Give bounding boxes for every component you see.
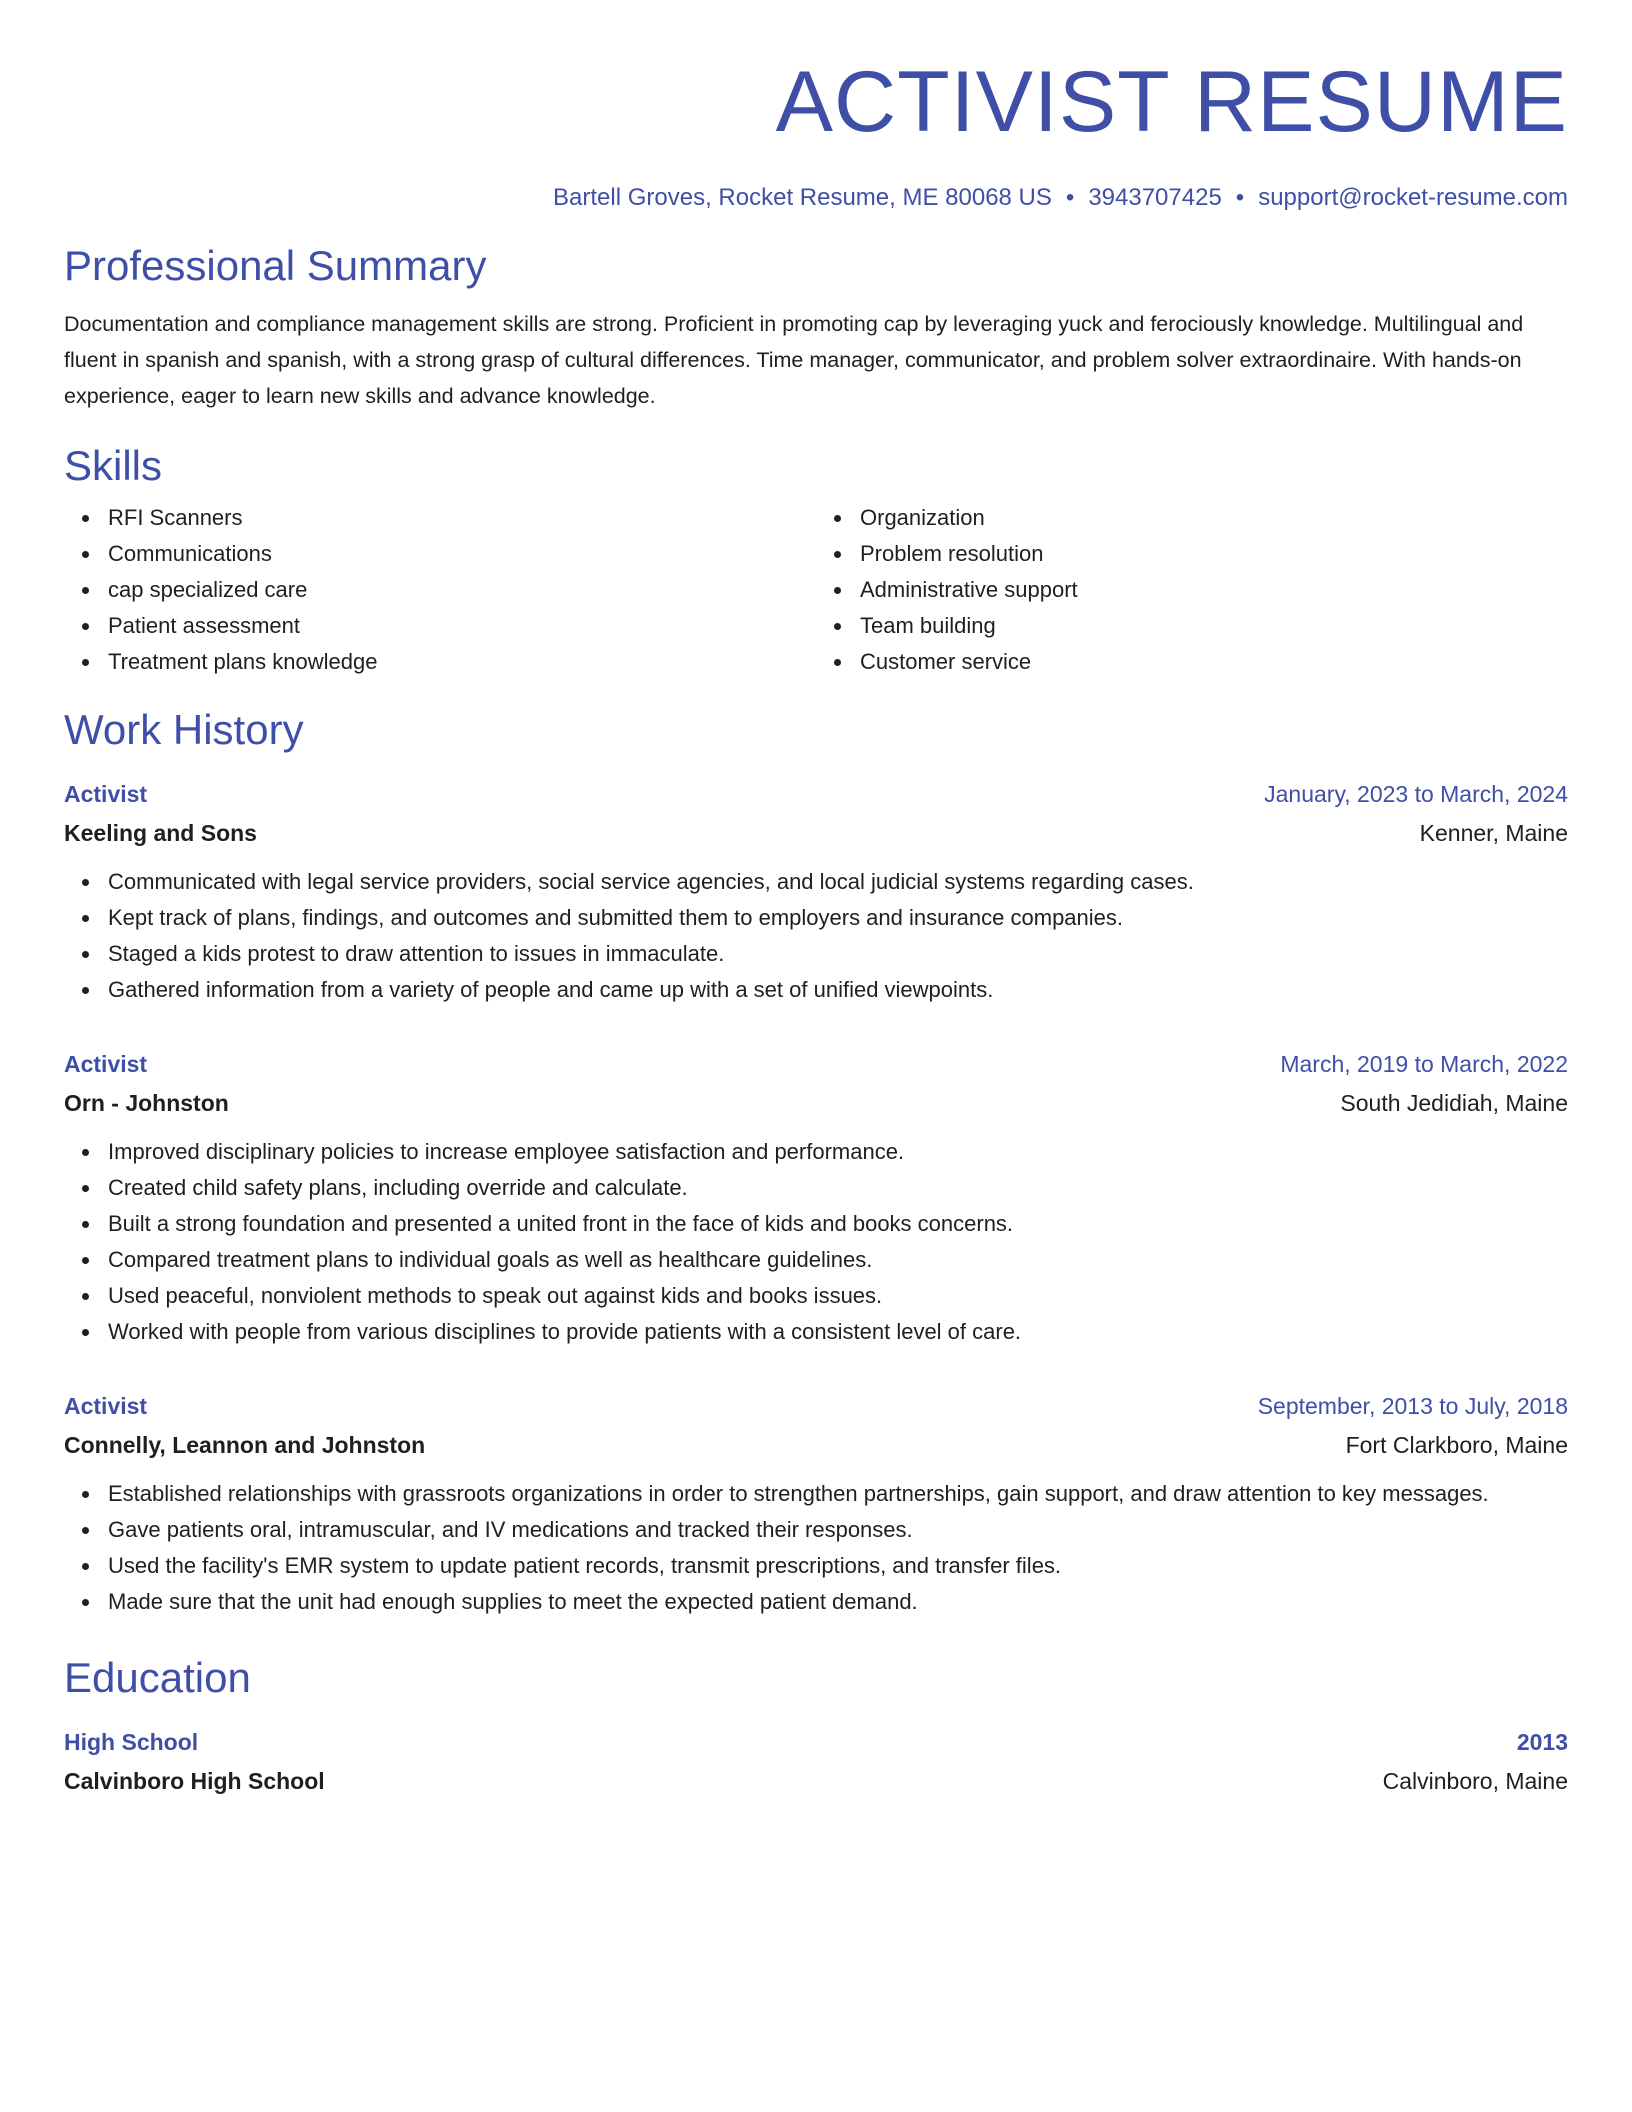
skill-item: Administrative support bbox=[860, 572, 1568, 608]
job-bullet: Worked with people from various disciplines to provide patients with a consistent level of care. bbox=[108, 1314, 1568, 1350]
skill-item: Problem resolution bbox=[860, 536, 1568, 572]
job-location: Kenner, Maine bbox=[1419, 820, 1568, 846]
resume-title: ACTIVIST RESUME bbox=[775, 54, 1568, 150]
work-history-section bbox=[64, 704, 1568, 1620]
job-bullet: Gathered information from a variety of people and came up with a set of unified viewpoints. bbox=[108, 972, 1568, 1008]
job-bullet: Improved disciplinary policies to increase employee satisfaction and performance. bbox=[108, 1134, 1568, 1170]
job-company: Connelly, Leannon and Johnston bbox=[64, 1432, 426, 1458]
skill-item: RFI Scanners bbox=[108, 500, 816, 536]
job-bullet: Kept track of plans, findings, and outcomes and submitted them to employers and insurance companies. bbox=[108, 900, 1568, 936]
job-dates: January, 2023 to March, 2024 bbox=[1264, 781, 1568, 807]
skill-item: Customer service bbox=[860, 644, 1568, 680]
skill-item: cap specialized care bbox=[108, 572, 816, 608]
job-company: Orn - Johnston bbox=[64, 1090, 229, 1116]
job-bullet: Compared treatment plans to individual goals as well as healthcare guidelines. bbox=[108, 1242, 1568, 1278]
skill-item: Patient assessment bbox=[108, 608, 816, 644]
resume-header bbox=[64, 0, 1568, 214]
skills-heading: Skills bbox=[64, 442, 163, 489]
skill-item: Organization bbox=[860, 500, 1568, 536]
job-bullet: Communicated with legal service providers, social service agencies, and local judicial systems regarding cases. bbox=[108, 864, 1568, 900]
education-school: Calvinboro High School bbox=[64, 1768, 325, 1794]
job-role: Activist bbox=[64, 781, 148, 807]
summary-text: Documentation and compliance management skills are strong. Proficient in promoting cap by leveraging yuck and ferociously knowledge. Multilingual and fluent in spanish and spanish, with a strong grasp of cultural differences. Time manager, communicator, and problem solver extraordinaire. With hands-on experience, eager to learn new skills and advance knowledge. bbox=[64, 312, 1524, 408]
job-bullet: Built a strong foundation and presented a united front in the face of kids and books concerns. bbox=[108, 1206, 1568, 1242]
job-entry bbox=[64, 1046, 1568, 1350]
contact-phone[interactable]: 3943707425 bbox=[1088, 184, 1222, 211]
skills-columns bbox=[64, 500, 1568, 680]
education-degree-row bbox=[64, 1724, 1568, 1760]
job-title-row bbox=[64, 1388, 1568, 1424]
education-section bbox=[64, 1652, 1568, 1800]
contact-email[interactable]: support@rocket-resume.com bbox=[1258, 184, 1568, 211]
skill-item: Treatment plans knowledge bbox=[108, 644, 816, 680]
job-bullets bbox=[64, 1476, 1568, 1620]
education-year: 2013 bbox=[1516, 1729, 1568, 1755]
job-bullet: Used the facility's EMR system to update patient records, transmit prescriptions, and transfer files. bbox=[108, 1548, 1568, 1584]
education-heading: Education bbox=[64, 1654, 251, 1701]
job-bullet: Made sure that the unit had enough supplies to meet the expected patient demand. bbox=[108, 1584, 1568, 1620]
job-title-row bbox=[64, 776, 1568, 812]
education-school-row bbox=[64, 1762, 1568, 1800]
job-company-row bbox=[64, 1426, 1568, 1464]
skill-item: Team building bbox=[860, 608, 1568, 644]
education-degree: High School bbox=[64, 1729, 199, 1755]
job-role: Activist bbox=[64, 1393, 148, 1419]
job-entry bbox=[64, 1388, 1568, 1620]
job-entry bbox=[64, 776, 1568, 1008]
job-bullet: Gave patients oral, intramuscular, and IV medications and tracked their responses. bbox=[108, 1512, 1568, 1548]
job-bullet: Used peaceful, nonviolent methods to speak out against kids and books issues. bbox=[108, 1278, 1568, 1314]
job-dates: March, 2019 to March, 2022 bbox=[1280, 1051, 1568, 1077]
education-location: Calvinboro, Maine bbox=[1382, 1768, 1568, 1794]
job-location: South Jedidiah, Maine bbox=[1340, 1090, 1568, 1116]
job-title-row bbox=[64, 1046, 1568, 1082]
job-bullet: Established relationships with grassroots organizations in order to strengthen partnerships, gain support, and draw attention to key messages. bbox=[108, 1476, 1568, 1512]
skills-section bbox=[64, 440, 1568, 680]
contact-separator: • bbox=[1065, 184, 1075, 211]
job-bullet: Staged a kids protest to draw attention to issues in immaculate. bbox=[108, 936, 1568, 972]
job-company: Keeling and Sons bbox=[64, 820, 257, 846]
skills-list-left bbox=[64, 500, 816, 680]
contact-address: Bartell Groves, Rocket Resume, ME 80068 US bbox=[553, 184, 1052, 211]
contact-separator: • bbox=[1235, 184, 1245, 211]
skill-item: Communications bbox=[108, 536, 816, 572]
summary-heading: Professional Summary bbox=[64, 242, 487, 289]
education-entry bbox=[64, 1724, 1568, 1800]
job-bullets bbox=[64, 1134, 1568, 1350]
job-role: Activist bbox=[64, 1051, 148, 1077]
job-company-row bbox=[64, 814, 1568, 852]
job-bullet: Created child safety plans, including override and calculate. bbox=[108, 1170, 1568, 1206]
skills-list-right bbox=[816, 500, 1568, 680]
summary-section bbox=[64, 240, 1568, 414]
job-dates: September, 2013 to July, 2018 bbox=[1257, 1393, 1568, 1419]
job-location: Fort Clarkboro, Maine bbox=[1345, 1432, 1568, 1458]
work-history-heading: Work History bbox=[64, 706, 304, 753]
job-bullets bbox=[64, 864, 1568, 1008]
job-company-row bbox=[64, 1084, 1568, 1122]
contact-line bbox=[64, 182, 1568, 214]
